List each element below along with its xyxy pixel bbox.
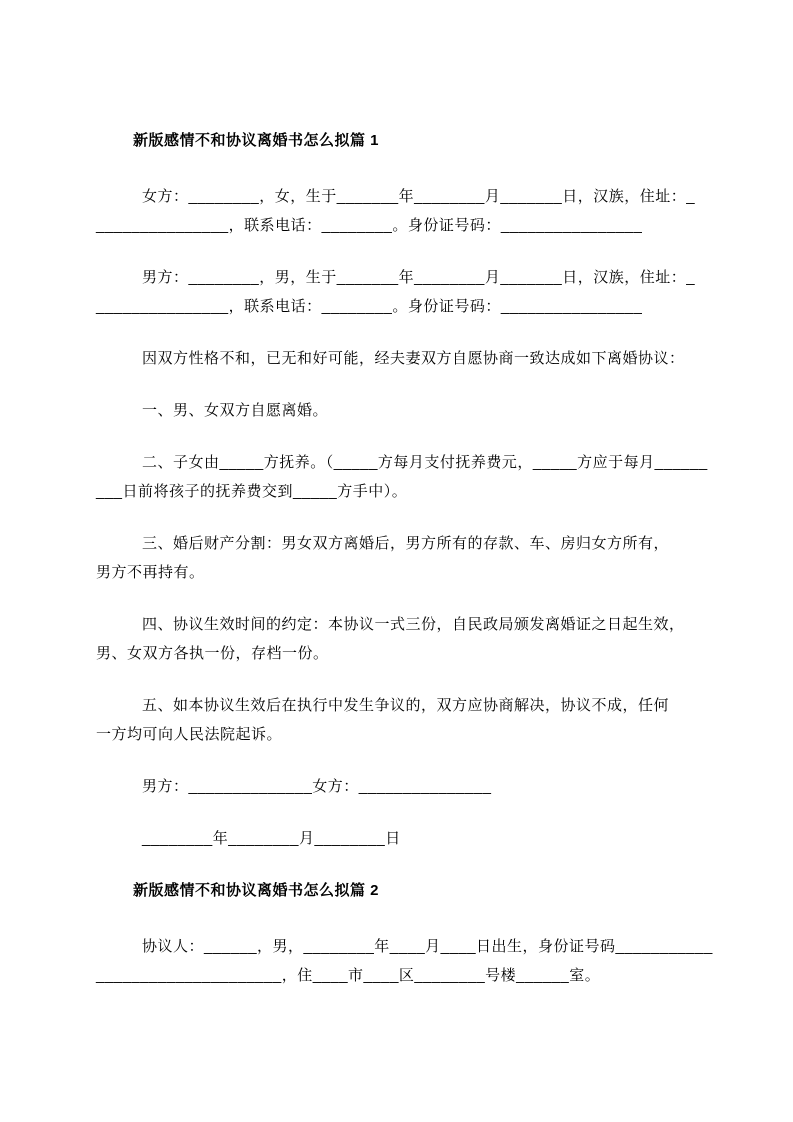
text-line: 四、协议生效时间的约定：本协议一式三份，自民政局颁发离婚证之日起生效， [142, 616, 685, 633]
text-line: 男方：______________女方：_______________ [142, 778, 492, 795]
paragraph-woman-info [96, 182, 713, 240]
paragraph-man-info [96, 263, 713, 321]
text-line: 三、婚后财产分割：男女双方离婚后，男方所有的存款、车、房归女方所有， [142, 535, 670, 552]
text-line: 协议人：______，男，________年____月____日出生，身份证号码___________ [142, 938, 713, 955]
text-line: 五、如本协议生效后在执行中发生争议的，双方应协商解决，协议不成，任何 [142, 697, 670, 714]
text-line: 一方均可向人民法院起诉。 [96, 726, 283, 743]
paragraph-item-4 [96, 610, 713, 668]
paragraph-party-info [96, 932, 713, 990]
text-line: 男、女双方各执一份，存档一份。 [96, 645, 329, 662]
text-line: 男方：________，男，生于_______年________月_______日，汉族，住址：_ [142, 269, 696, 286]
text-line: 二、子女由_____方抚养。（_____方每月支付抚养费元，_____方应于每月______ [142, 454, 708, 471]
text-line: 一、男、女双方自愿离婚。 [142, 402, 329, 419]
paragraph-signatures [96, 772, 713, 801]
paragraph-item-5 [96, 691, 713, 749]
text-line: _______________，联系电话：________。身份证号码：________________ [96, 217, 643, 234]
paragraph-item-2 [96, 448, 713, 506]
text-line: _____________________，住____市____区________号楼______室。 [96, 967, 601, 984]
paragraph-item-1 [96, 396, 713, 425]
text-line: 因双方性格不和，已无和好可能，经夫妻双方自愿协商一致达成如下离婚协议： [142, 350, 685, 367]
paragraph-item-3 [96, 529, 713, 587]
text-line: ___日前将孩子的抚养费交到_____方手中）。 [96, 483, 408, 500]
text-line: 女方：________，女，生于_______年________月_______日，汉族，住址：_ [142, 188, 696, 205]
text-line: ________年________月________日 [142, 830, 401, 847]
paragraph-date [96, 824, 713, 853]
text-line: _______________，联系电话：________。身份证号码：________________ [96, 298, 643, 315]
section-1-heading: 新版感情不和协议离婚书怎么拟篇 1 [133, 132, 380, 149]
text-line: 男方不再持有。 [96, 564, 205, 581]
section-2-heading: 新版感情不和协议离婚书怎么拟篇 2 [133, 882, 380, 899]
paragraph-preamble [96, 344, 713, 373]
